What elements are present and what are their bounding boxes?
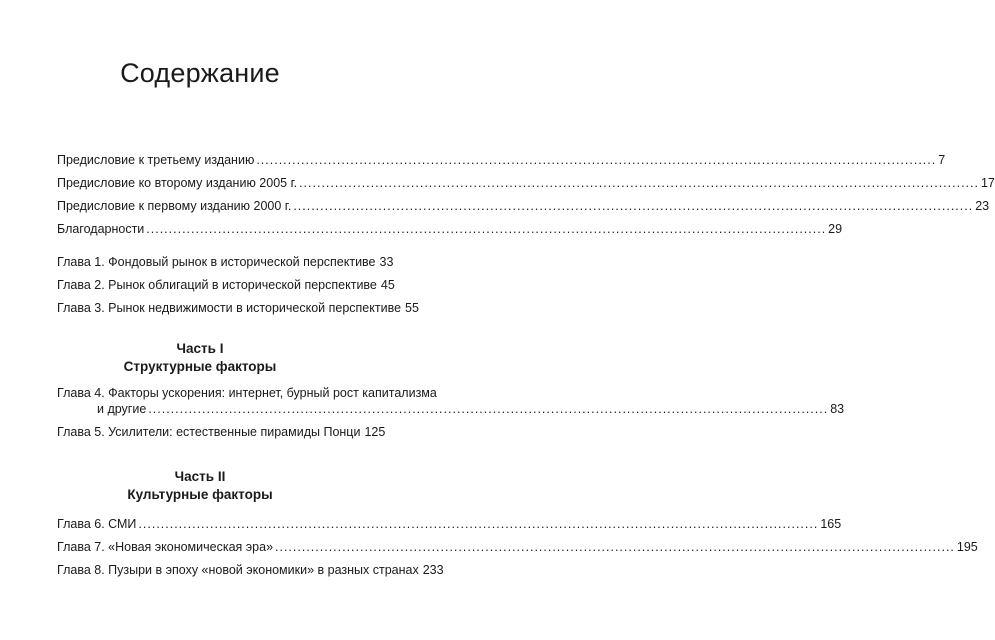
toc-entry-page: 195 — [956, 540, 978, 554]
toc-entry-title: Предисловие ко второму изданию 2005 г. — [57, 176, 298, 190]
toc-entry-title: Благодарности — [57, 222, 145, 236]
toc-entry-page: 7 — [938, 153, 946, 167]
leader-dots — [138, 516, 818, 532]
toc-entry-page: 233 — [422, 563, 444, 577]
part-label: Часть II — [174, 469, 226, 484]
toc-entry-title: Глава 7. «Новая экономическая эра» — [57, 540, 274, 554]
toc-entry-page: 29 — [828, 222, 843, 236]
toc-entry-title: Глава 1. Фондовый рынок в исторической перспективе — [57, 255, 376, 269]
part-heading: Структурные факторы — [123, 359, 277, 374]
toc-entry-page: 45 — [380, 278, 395, 292]
toc-entry-title: Глава 5. Усилители: естественные пирамиды Понци — [57, 425, 361, 439]
toc-entry-page: 23 — [975, 199, 990, 213]
toc-entry[interactable] — [57, 300, 419, 316]
leader-dots — [275, 539, 955, 555]
toc-entry-title: Глава 8. Пузыри в эпоху «новой экономики» в разных странах — [57, 563, 419, 577]
part-label: Часть I — [176, 341, 224, 356]
toc-entry[interactable] — [57, 539, 978, 555]
toc-entry[interactable] — [57, 277, 395, 293]
page-title: Содержание — [120, 58, 280, 88]
toc-entry-page: 125 — [364, 425, 386, 439]
toc-entry-page: 83 — [830, 402, 845, 416]
toc-entry-page: 33 — [379, 255, 394, 269]
toc-entry[interactable] — [57, 401, 845, 417]
part-heading: Культурные факторы — [127, 487, 273, 502]
toc-entry-title-line1[interactable]: Глава 4. Факторы ускорения: интернет, бурный рост капитализма — [57, 386, 437, 400]
toc-entry[interactable] — [57, 254, 394, 270]
toc-entry[interactable] — [57, 424, 386, 440]
toc-entry[interactable] — [57, 175, 995, 191]
toc-entry-title: Предисловие к первому изданию 2000 г. — [57, 199, 292, 213]
toc-entry-page: 55 — [405, 301, 419, 315]
toc-entry-title-line2: и другие — [97, 402, 147, 416]
toc-entry[interactable] — [57, 516, 842, 532]
toc-entry[interactable] — [57, 198, 990, 214]
toc-entry-title: Глава 3. Рынок недвижимости в исторической перспективе — [57, 301, 402, 315]
toc-entry[interactable] — [57, 221, 843, 237]
toc-entry-page: 17 — [980, 176, 995, 190]
toc-entry[interactable] — [57, 562, 444, 578]
toc-entry-title: Предисловие к третьему изданию — [57, 153, 255, 167]
toc-entry-title: Глава 2. Рынок облигаций в исторической перспективе — [57, 278, 377, 292]
leader-dots — [256, 152, 936, 168]
toc-entry-title: Глава 6. СМИ — [57, 517, 137, 531]
leader-dots — [293, 198, 973, 214]
toc-entry[interactable] — [57, 152, 946, 168]
toc-entry-page: 165 — [820, 517, 842, 531]
leader-dots — [148, 401, 828, 417]
leader-dots — [299, 175, 979, 191]
leader-dots — [146, 221, 826, 237]
